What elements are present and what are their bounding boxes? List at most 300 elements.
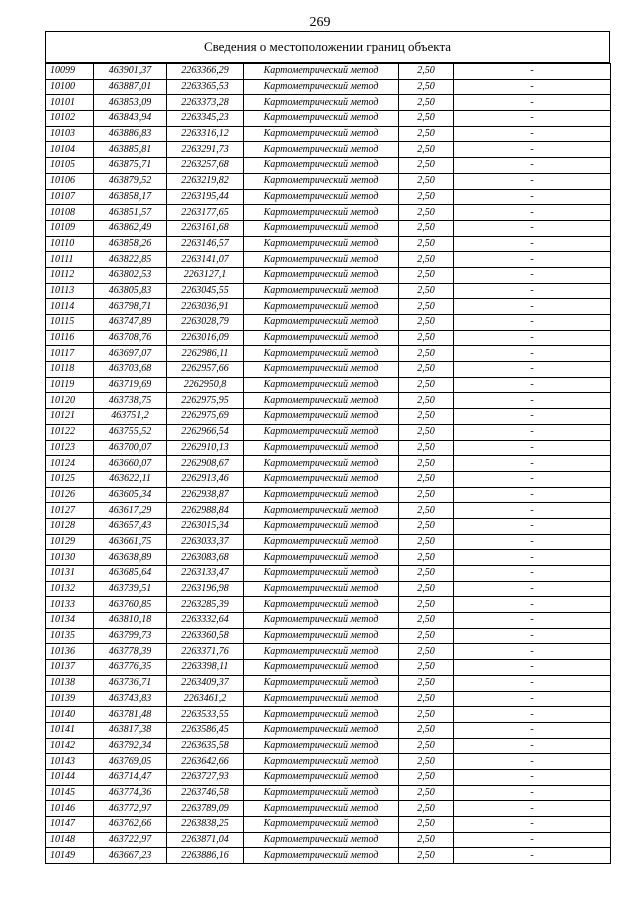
- x-coordinate-cell: 463802,53: [94, 267, 167, 283]
- method-cell: Картометрический метод: [244, 550, 399, 566]
- y-coordinate-cell: 2263838,25: [167, 817, 244, 833]
- accuracy-cell: 2,50: [399, 471, 454, 487]
- accuracy-cell: 2,50: [399, 754, 454, 770]
- method-cell: Картометрический метод: [244, 299, 399, 315]
- accuracy-cell: 2,50: [399, 566, 454, 582]
- x-coordinate-cell: 463697,07: [94, 346, 167, 362]
- accuracy-cell: 2,50: [399, 644, 454, 660]
- y-coordinate-cell: 2263285,39: [167, 597, 244, 613]
- coordinates-table-body: [46, 64, 611, 864]
- accuracy-cell: 2,50: [399, 691, 454, 707]
- note-cell: -: [454, 283, 611, 299]
- note-cell: -: [454, 817, 611, 833]
- note-cell: -: [454, 848, 611, 864]
- y-coordinate-cell: 2263366,29: [167, 64, 244, 80]
- accuracy-cell: 2,50: [399, 597, 454, 613]
- point-id-cell: 10147: [46, 817, 94, 833]
- table-row: [46, 581, 611, 597]
- y-coordinate-cell: 2263083,68: [167, 550, 244, 566]
- accuracy-cell: 2,50: [399, 534, 454, 550]
- note-cell: -: [454, 440, 611, 456]
- point-id-cell: 10134: [46, 613, 94, 629]
- method-cell: Картометрический метод: [244, 471, 399, 487]
- x-coordinate-cell: 463719,69: [94, 377, 167, 393]
- y-coordinate-cell: 2263146,57: [167, 236, 244, 252]
- note-cell: -: [454, 644, 611, 660]
- method-cell: Картометрический метод: [244, 456, 399, 472]
- accuracy-cell: 2,50: [399, 848, 454, 864]
- method-cell: Картометрический метод: [244, 518, 399, 534]
- x-coordinate-cell: 463751,2: [94, 409, 167, 425]
- table-row: [46, 769, 611, 785]
- note-cell: -: [454, 722, 611, 738]
- method-cell: Картометрический метод: [244, 346, 399, 362]
- x-coordinate-cell: 463822,85: [94, 252, 167, 268]
- table-row: [46, 471, 611, 487]
- note-cell: -: [454, 534, 611, 550]
- method-cell: Картометрический метод: [244, 424, 399, 440]
- note-cell: -: [454, 64, 611, 80]
- y-coordinate-cell: 2263195,44: [167, 189, 244, 205]
- point-id-cell: 10105: [46, 158, 94, 174]
- point-id-cell: 10117: [46, 346, 94, 362]
- accuracy-cell: 2,50: [399, 707, 454, 723]
- method-cell: Картометрический метод: [244, 754, 399, 770]
- method-cell: Картометрический метод: [244, 158, 399, 174]
- method-cell: Картометрический метод: [244, 220, 399, 236]
- x-coordinate-cell: 463747,89: [94, 315, 167, 331]
- y-coordinate-cell: 2263016,09: [167, 330, 244, 346]
- note-cell: -: [454, 566, 611, 582]
- accuracy-cell: 2,50: [399, 440, 454, 456]
- point-id-cell: 10142: [46, 738, 94, 754]
- y-coordinate-cell: 2263365,53: [167, 79, 244, 95]
- y-coordinate-cell: 2263371,76: [167, 644, 244, 660]
- note-cell: -: [454, 675, 611, 691]
- point-id-cell: 10136: [46, 644, 94, 660]
- x-coordinate-cell: 463755,52: [94, 424, 167, 440]
- y-coordinate-cell: 2263257,68: [167, 158, 244, 174]
- method-cell: Картометрический метод: [244, 738, 399, 754]
- method-cell: Картометрический метод: [244, 393, 399, 409]
- x-coordinate-cell: 463762,66: [94, 817, 167, 833]
- x-coordinate-cell: 463667,23: [94, 848, 167, 864]
- x-coordinate-cell: 463875,71: [94, 158, 167, 174]
- table-row: [46, 424, 611, 440]
- page-number: 269: [309, 15, 331, 30]
- note-cell: -: [454, 707, 611, 723]
- point-id-cell: 10128: [46, 518, 94, 534]
- x-coordinate-cell: 463798,71: [94, 299, 167, 315]
- point-id-cell: 10121: [46, 409, 94, 425]
- point-id-cell: 10148: [46, 832, 94, 848]
- point-id-cell: 10135: [46, 628, 94, 644]
- y-coordinate-cell: 2262913,46: [167, 471, 244, 487]
- point-id-cell: 10145: [46, 785, 94, 801]
- accuracy-cell: 2,50: [399, 722, 454, 738]
- point-id-cell: 10131: [46, 566, 94, 582]
- accuracy-cell: 2,50: [399, 111, 454, 127]
- accuracy-cell: 2,50: [399, 409, 454, 425]
- y-coordinate-cell: 2263635,58: [167, 738, 244, 754]
- note-cell: -: [454, 738, 611, 754]
- method-cell: Картометрический метод: [244, 817, 399, 833]
- point-id-cell: 10111: [46, 252, 94, 268]
- note-cell: -: [454, 628, 611, 644]
- y-coordinate-cell: 2263196,98: [167, 581, 244, 597]
- method-cell: Картометрический метод: [244, 691, 399, 707]
- y-coordinate-cell: 2263746,58: [167, 785, 244, 801]
- y-coordinate-cell: 2262957,66: [167, 362, 244, 378]
- point-id-cell: 10108: [46, 205, 94, 221]
- point-id-cell: 10132: [46, 581, 94, 597]
- accuracy-cell: 2,50: [399, 330, 454, 346]
- method-cell: Картометрический метод: [244, 409, 399, 425]
- method-cell: Картометрический метод: [244, 832, 399, 848]
- y-coordinate-cell: 2263373,28: [167, 95, 244, 111]
- method-cell: Картометрический метод: [244, 487, 399, 503]
- y-coordinate-cell: 2263177,65: [167, 205, 244, 221]
- y-coordinate-cell: 2263036,91: [167, 299, 244, 315]
- y-coordinate-cell: 2262966,54: [167, 424, 244, 440]
- accuracy-cell: 2,50: [399, 550, 454, 566]
- table-row: [46, 299, 611, 315]
- table-title: [45, 31, 610, 63]
- method-cell: Картометрический метод: [244, 597, 399, 613]
- table-row: [46, 409, 611, 425]
- point-id-cell: 10144: [46, 769, 94, 785]
- y-coordinate-cell: 2263642,66: [167, 754, 244, 770]
- note-cell: -: [454, 785, 611, 801]
- table-row: [46, 205, 611, 221]
- table-row: [46, 675, 611, 691]
- accuracy-cell: 2,50: [399, 220, 454, 236]
- note-cell: -: [454, 158, 611, 174]
- point-id-cell: 10120: [46, 393, 94, 409]
- y-coordinate-cell: 2262986,11: [167, 346, 244, 362]
- x-coordinate-cell: 463703,68: [94, 362, 167, 378]
- y-coordinate-cell: 2263133,47: [167, 566, 244, 582]
- table-row: [46, 613, 611, 629]
- point-id-cell: 10125: [46, 471, 94, 487]
- method-cell: Картометрический метод: [244, 785, 399, 801]
- y-coordinate-cell: 2263316,12: [167, 126, 244, 142]
- point-id-cell: 10127: [46, 503, 94, 519]
- x-coordinate-cell: 463722,97: [94, 832, 167, 848]
- x-coordinate-cell: 463887,01: [94, 79, 167, 95]
- x-coordinate-cell: 463736,71: [94, 675, 167, 691]
- note-cell: -: [454, 424, 611, 440]
- y-coordinate-cell: 2263219,82: [167, 173, 244, 189]
- x-coordinate-cell: 463743,83: [94, 691, 167, 707]
- x-coordinate-cell: 463858,26: [94, 236, 167, 252]
- x-coordinate-cell: 463862,49: [94, 220, 167, 236]
- note-cell: -: [454, 346, 611, 362]
- accuracy-cell: 2,50: [399, 189, 454, 205]
- point-id-cell: 10110: [46, 236, 94, 252]
- point-id-cell: 10112: [46, 267, 94, 283]
- method-cell: Картометрический метод: [244, 848, 399, 864]
- method-cell: Картометрический метод: [244, 142, 399, 158]
- table-row: [46, 330, 611, 346]
- point-id-cell: 10107: [46, 189, 94, 205]
- accuracy-cell: 2,50: [399, 817, 454, 833]
- method-cell: Картометрический метод: [244, 503, 399, 519]
- point-id-cell: 10114: [46, 299, 94, 315]
- table-row: [46, 142, 611, 158]
- method-cell: Картометрический метод: [244, 628, 399, 644]
- point-id-cell: 10137: [46, 660, 94, 676]
- table-row: [46, 534, 611, 550]
- note-cell: -: [454, 299, 611, 315]
- point-id-cell: 10133: [46, 597, 94, 613]
- accuracy-cell: 2,50: [399, 346, 454, 362]
- accuracy-cell: 2,50: [399, 95, 454, 111]
- y-coordinate-cell: 2263409,37: [167, 675, 244, 691]
- note-cell: -: [454, 95, 611, 111]
- accuracy-cell: 2,50: [399, 205, 454, 221]
- table-row: [46, 346, 611, 362]
- x-coordinate-cell: 463778,39: [94, 644, 167, 660]
- accuracy-cell: 2,50: [399, 377, 454, 393]
- accuracy-cell: 2,50: [399, 456, 454, 472]
- y-coordinate-cell: 2263533,55: [167, 707, 244, 723]
- note-cell: -: [454, 315, 611, 331]
- accuracy-cell: 2,50: [399, 801, 454, 817]
- point-id-cell: 10115: [46, 315, 94, 331]
- method-cell: Картометрический метод: [244, 330, 399, 346]
- point-id-cell: 10100: [46, 79, 94, 95]
- accuracy-cell: 2,50: [399, 628, 454, 644]
- table-row: [46, 377, 611, 393]
- point-id-cell: 10109: [46, 220, 94, 236]
- table-row: [46, 817, 611, 833]
- point-id-cell: 10140: [46, 707, 94, 723]
- table-row: [46, 79, 611, 95]
- method-cell: Картометрический метод: [244, 64, 399, 80]
- note-cell: -: [454, 769, 611, 785]
- y-coordinate-cell: 2262950,8: [167, 377, 244, 393]
- x-coordinate-cell: 463805,83: [94, 283, 167, 299]
- accuracy-cell: 2,50: [399, 785, 454, 801]
- table-row: [46, 111, 611, 127]
- point-id-cell: 10099: [46, 64, 94, 80]
- y-coordinate-cell: 2262988,84: [167, 503, 244, 519]
- y-coordinate-cell: 2263045,55: [167, 283, 244, 299]
- note-cell: -: [454, 801, 611, 817]
- point-id-cell: 10101: [46, 95, 94, 111]
- y-coordinate-cell: 2263161,68: [167, 220, 244, 236]
- note-cell: -: [454, 236, 611, 252]
- method-cell: Картометрический метод: [244, 581, 399, 597]
- x-coordinate-cell: 463774,36: [94, 785, 167, 801]
- table-row: [46, 660, 611, 676]
- point-id-cell: 10139: [46, 691, 94, 707]
- y-coordinate-cell: 2263789,09: [167, 801, 244, 817]
- table-row: [46, 566, 611, 582]
- accuracy-cell: 2,50: [399, 126, 454, 142]
- y-coordinate-cell: 2262910,13: [167, 440, 244, 456]
- accuracy-cell: 2,50: [399, 613, 454, 629]
- method-cell: Картометрический метод: [244, 189, 399, 205]
- point-id-cell: 10141: [46, 722, 94, 738]
- x-coordinate-cell: 463769,05: [94, 754, 167, 770]
- method-cell: Картометрический метод: [244, 707, 399, 723]
- point-id-cell: 10116: [46, 330, 94, 346]
- table-row: [46, 722, 611, 738]
- accuracy-cell: 2,50: [399, 299, 454, 315]
- table-row: [46, 393, 611, 409]
- note-cell: -: [454, 503, 611, 519]
- accuracy-cell: 2,50: [399, 236, 454, 252]
- table-row: [46, 785, 611, 801]
- x-coordinate-cell: 463638,89: [94, 550, 167, 566]
- note-cell: -: [454, 581, 611, 597]
- table-row: [46, 644, 611, 660]
- y-coordinate-cell: 2262975,95: [167, 393, 244, 409]
- note-cell: -: [454, 377, 611, 393]
- point-id-cell: 10102: [46, 111, 94, 127]
- x-coordinate-cell: 463776,35: [94, 660, 167, 676]
- method-cell: Картометрический метод: [244, 377, 399, 393]
- x-coordinate-cell: 463879,52: [94, 173, 167, 189]
- x-coordinate-cell: 463657,43: [94, 518, 167, 534]
- method-cell: Картометрический метод: [244, 283, 399, 299]
- method-cell: Картометрический метод: [244, 566, 399, 582]
- x-coordinate-cell: 463843,94: [94, 111, 167, 127]
- accuracy-cell: 2,50: [399, 487, 454, 503]
- x-coordinate-cell: 463617,29: [94, 503, 167, 519]
- table-row: [46, 64, 611, 80]
- method-cell: Картометрический метод: [244, 660, 399, 676]
- table-row: [46, 362, 611, 378]
- y-coordinate-cell: 2263871,04: [167, 832, 244, 848]
- method-cell: Картометрический метод: [244, 801, 399, 817]
- point-id-cell: 10149: [46, 848, 94, 864]
- method-cell: Картометрический метод: [244, 440, 399, 456]
- note-cell: -: [454, 518, 611, 534]
- method-cell: Картометрический метод: [244, 675, 399, 691]
- y-coordinate-cell: 2263332,64: [167, 613, 244, 629]
- method-cell: Картометрический метод: [244, 613, 399, 629]
- point-id-cell: 10118: [46, 362, 94, 378]
- y-coordinate-cell: 2262975,69: [167, 409, 244, 425]
- accuracy-cell: 2,50: [399, 738, 454, 754]
- x-coordinate-cell: 463739,51: [94, 581, 167, 597]
- y-coordinate-cell: 2263015,34: [167, 518, 244, 534]
- accuracy-cell: 2,50: [399, 675, 454, 691]
- note-cell: -: [454, 832, 611, 848]
- method-cell: Картометрический метод: [244, 236, 399, 252]
- x-coordinate-cell: 463708,76: [94, 330, 167, 346]
- table-row: [46, 487, 611, 503]
- table-row: [46, 518, 611, 534]
- table-row: [46, 220, 611, 236]
- coordinates-table: [45, 63, 611, 864]
- y-coordinate-cell: 2263886,16: [167, 848, 244, 864]
- x-coordinate-cell: 463810,18: [94, 613, 167, 629]
- table-row: [46, 440, 611, 456]
- accuracy-cell: 2,50: [399, 518, 454, 534]
- point-id-cell: 10119: [46, 377, 94, 393]
- table-row: [46, 848, 611, 864]
- note-cell: -: [454, 220, 611, 236]
- note-cell: -: [454, 456, 611, 472]
- table-row: [46, 95, 611, 111]
- y-coordinate-cell: 2262908,67: [167, 456, 244, 472]
- x-coordinate-cell: 463851,57: [94, 205, 167, 221]
- method-cell: Картометрический метод: [244, 644, 399, 660]
- accuracy-cell: 2,50: [399, 315, 454, 331]
- y-coordinate-cell: 2263586,45: [167, 722, 244, 738]
- y-coordinate-cell: 2263033,37: [167, 534, 244, 550]
- point-id-cell: 10126: [46, 487, 94, 503]
- x-coordinate-cell: 463605,34: [94, 487, 167, 503]
- note-cell: -: [454, 252, 611, 268]
- point-id-cell: 10143: [46, 754, 94, 770]
- point-id-cell: 10123: [46, 440, 94, 456]
- x-coordinate-cell: 463853,09: [94, 95, 167, 111]
- y-coordinate-cell: 2263461,2: [167, 691, 244, 707]
- note-cell: -: [454, 660, 611, 676]
- x-coordinate-cell: 463738,75: [94, 393, 167, 409]
- x-coordinate-cell: 463817,38: [94, 722, 167, 738]
- accuracy-cell: 2,50: [399, 581, 454, 597]
- accuracy-cell: 2,50: [399, 173, 454, 189]
- accuracy-cell: 2,50: [399, 424, 454, 440]
- method-cell: Картометрический метод: [244, 315, 399, 331]
- note-cell: -: [454, 267, 611, 283]
- accuracy-cell: 2,50: [399, 362, 454, 378]
- note-cell: -: [454, 487, 611, 503]
- table-row: [46, 456, 611, 472]
- accuracy-cell: 2,50: [399, 769, 454, 785]
- y-coordinate-cell: 2263141,07: [167, 252, 244, 268]
- y-coordinate-cell: 2262938,87: [167, 487, 244, 503]
- method-cell: Картометрический метод: [244, 534, 399, 550]
- note-cell: -: [454, 189, 611, 205]
- table-row: [46, 738, 611, 754]
- point-id-cell: 10113: [46, 283, 94, 299]
- method-cell: Картометрический метод: [244, 95, 399, 111]
- x-coordinate-cell: 463781,48: [94, 707, 167, 723]
- method-cell: Картометрический метод: [244, 252, 399, 268]
- table-row: [46, 315, 611, 331]
- point-id-cell: 10146: [46, 801, 94, 817]
- note-cell: -: [454, 393, 611, 409]
- table-row: [46, 754, 611, 770]
- accuracy-cell: 2,50: [399, 79, 454, 95]
- note-cell: -: [454, 126, 611, 142]
- method-cell: Картометрический метод: [244, 769, 399, 785]
- method-cell: Картометрический метод: [244, 111, 399, 127]
- point-id-cell: 10129: [46, 534, 94, 550]
- boundary-document: [45, 31, 610, 864]
- note-cell: -: [454, 111, 611, 127]
- accuracy-cell: 2,50: [399, 252, 454, 268]
- method-cell: Картометрический метод: [244, 205, 399, 221]
- note-cell: -: [454, 471, 611, 487]
- note-cell: -: [454, 550, 611, 566]
- table-row: [46, 832, 611, 848]
- table-row: [46, 126, 611, 142]
- table-row: [46, 189, 611, 205]
- y-coordinate-cell: 2263291,73: [167, 142, 244, 158]
- table-row: [46, 283, 611, 299]
- table-row: [46, 597, 611, 613]
- point-id-cell: 10106: [46, 173, 94, 189]
- point-id-cell: 10104: [46, 142, 94, 158]
